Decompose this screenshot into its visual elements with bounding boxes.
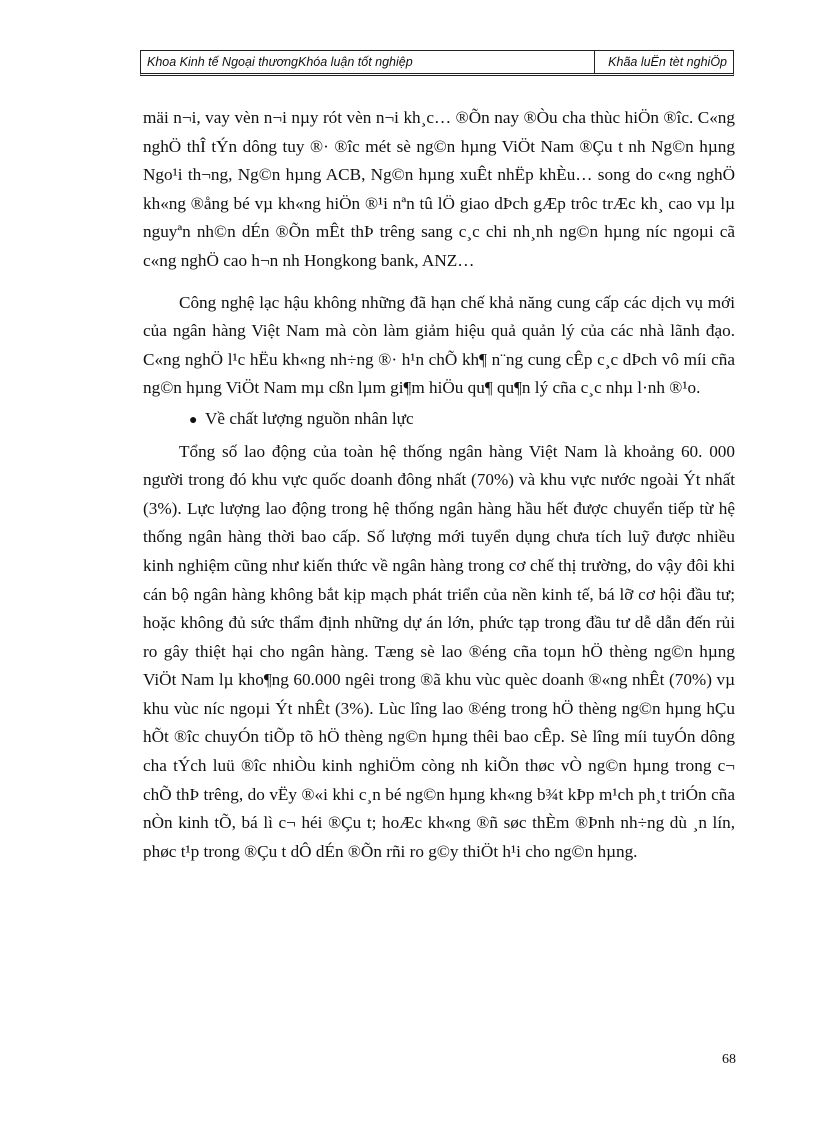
- bullet-item: [143, 405, 735, 436]
- document-body: [143, 104, 735, 866]
- bullet-dot-icon: ●: [189, 412, 198, 428]
- page-header: [140, 50, 734, 76]
- paragraph: mäi n¬i, vay vèn n¬i nµy rót vèn n¬i kh¸c… ®Õn nay ®Òu cha thùc hiÖn ®îc. C«ng nghÖ thÎ tÝn dông tuy ®· ®îc mét sè ng©n hµng ViÖt Nam ®Çu t nh Ng©n hµng Ngo¹i th¬ng, Ng©n hµng ACB, Ng©n hµng xuÊt nhËp khÈu… song do c«ng nghÖ kh«ng ®ång bé vµ kh«ng hiÖn ®¹i nªn tû lÖ giao dÞch gÆp trôc trÆc kh¸ cao vµ lµ nguyªn nh©n dÉn ®Õn mÊt thÞ trêng sang c¸c chi nh¸nh ng©n hµng níc ngoµi cã c«ng nghÖ cao h¬n nh Hongkong bank, ANZ…: [143, 108, 735, 270]
- paragraph: Công nghệ lạc hậu không những đã hạn chế khả năng cung cấp các dịch vụ mới của ngân hàng Việt Nam mà còn làm giảm hiệu quả quản lý của các nhà lãnh đạo. C«ng nghÖ l¹c hËu kh«ng nh÷ng ®· h¹n chÕ kh¶ n¨ng cung cÊp c¸c dÞch vô míi cña ng©n hµng ViÖt Nam mµ cßn lµm gi¶m hiÖu qu¶ qu¶n lý cña c¸c nhµ l·nh ®¹o.: [143, 292, 735, 398]
- bullet-text: Về chất lượng nguồn nhân lực: [205, 408, 414, 428]
- paragraph-gap: [143, 276, 735, 289]
- header-left-text: Khoa Kinh tế Ngoại thươngKhóa luận tốt nghiệp: [147, 55, 413, 69]
- page-number: 68: [722, 1052, 736, 1067]
- paragraph: Tổng số lao động của toàn hệ thống ngân hàng Việt Nam là khoảng 60. 000 người trong đó khu vực quốc doanh đông nhất (70%) và khu vực nước ngoài Ýt nhất (3%). Lực lượng lao động trong hệ thống ngân hàng hầu hết được chuyển tiếp từ hệ thống ngân hàng thời bao cấp. Số lượng mới tuyển dụng chưa tích luỹ được nhiều kinh nghiệm cũng như kiến thức về ngân hàng trong cơ chế thị trường, do vậy đôi khi cán bộ ngân hàng không bắt kịp mạch phát triển của nền kinh tế, bá lỡ cơ hội đầu tư; hoặc không đủ sức thẩm định những dự án lớn, phức tạp trong đầu tư dễ dẫn đến rủi ro gây thiệt hại cho ngân hàng. Tæng sè lao ®éng cña toµn hÖ thèng ng©n hµng ViÖt Nam lµ kho¶ng 60.000 ngêi trong ®ã khu vùc quèc doanh ®«ng nhÊt (70%) vµ khu vùc níc ngoµi Ýt nhÊt (3%). Lùc lîng lao ®éng trong hÖ thèng ng©n hµng hÇu hÕt ®îc chuyÓn tiÕp tõ hÖ thèng ng©n hµng thêi bao cÊp. Sè lîng míi tuyÓn dông cha tÝch luü ®îc nhiÒu kinh nghiÖm còng nh kiÕn thøc vÒ ng©n hµng trong c¬ chÕ thÞ trêng, do vËy ®«i khi c¸n bé ng©n hµng kh«ng b¾t kÞp m¹ch ph¸t triÓn cña nÒn kinh tÕ, bá lì c¬ héi ®Çu t; hoÆc kh«ng ®ñ søc thÈm ®Þnh nh÷ng dù ¸n lín, phøc t¹p trong ®Çu t dÔ dÉn ®Õn rñi ro g©y thiÖt h¹i cho ng©n hµng.: [143, 441, 735, 861]
- header-right-text: Khãa luËn tèt nghiÖp: [608, 55, 727, 69]
